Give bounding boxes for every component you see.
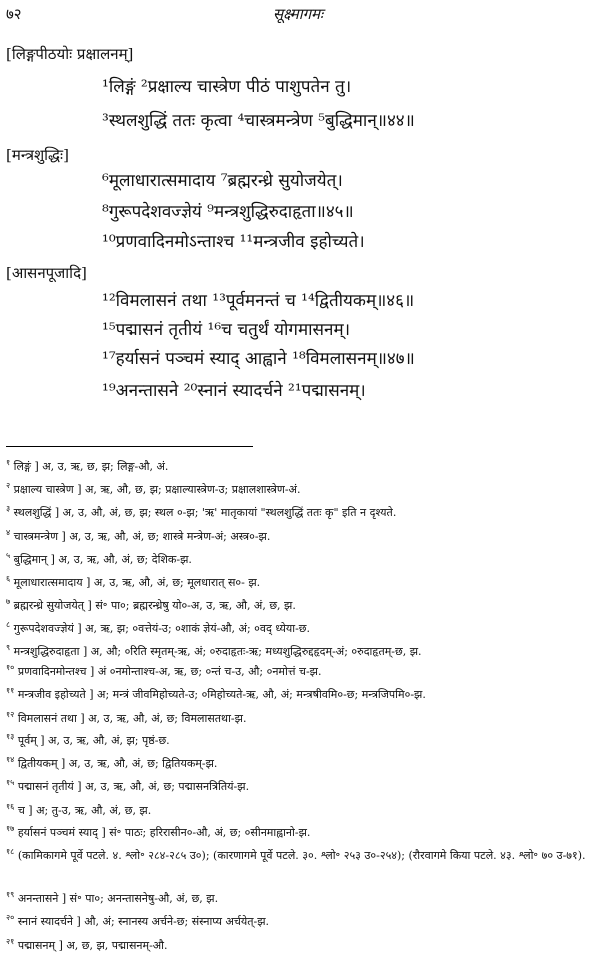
footnote [6,665,594,678]
footnote-mark: ५ [6,551,11,560]
verse-line: ¹⁷हर्यासनं पञ्चमं स्याद् आह्वाने ¹⁸विमलासनम्॥४७॥ [102,349,415,369]
footnote-text: प्रणवादिनमोन्तश्च ] अं ०नमोन्ताश्च-अ, ऋ, छ; ०न्तं च-उ, औ; ०नमोत्तं च-झ. [17,665,322,678]
footnote-mark: २१ [6,937,15,946]
footnote-text: चास्त्रमन्त्रेण ] अ, उ, ऋ, औ, अं, छ; शास्त्रे मन्त्रेण-अं; अस्त्र०-झ. [13,530,271,543]
footnote-text: द्वितीयकम् ] अ, उ, ऋ, औ, अं, छ; द्वितियकम्-झ. [17,757,218,770]
footnote-text: स्थलशुद्धिं ] अ, उ, औ, अं, छ, झ; स्थल ०-झ; 'ऋ' मातृकायां "स्थलशुद्धिं ततः कृ" इति न दृश्यते. [13,506,397,519]
footnote [6,757,594,770]
verse-line: ¹⁵पद्मासनं तृतीयं ¹⁶च चतुर्थं योगमासनम्। [102,320,351,340]
footnote-mark: ९ [6,643,11,652]
footnote-mark: १९ [6,890,15,899]
footnote-mark: १६ [6,802,15,811]
footnote-text: बुद्धिमान् ] अ, उ, ऋ, औ, अं, छ; देशिक-झ. [13,553,192,566]
footnote-mark: १२ [6,710,15,719]
verse-line: ¹⁹अनन्तासने ²⁰स्नानं स्यादर्चने ²¹पद्मासनम्। [102,381,366,401]
footnote [6,530,594,543]
footnote-text: पूर्वम् ] अ, उ, ऋ, औ, अं, झ; पृष्ठं-छ. [17,734,170,747]
footnote-text: मूलाधारात्समादाय ] अ, उ, ऋ, औ, अं, छ; मूलधारात् स०- झ. [13,576,261,589]
footnote-mark: ७ [6,597,11,606]
verse-line: ¹लिङ्गं ²प्रक्षाल्य चास्त्रेण पीठं पाशुपतेन तु। [102,77,352,97]
verse-line: ⁶मूलाधारात्समादाय ⁷ब्रह्मरन्ध्रे सुयोजयेत्। [102,171,343,191]
footnote-text: मन्त्रशुद्धिरुदाहृता ] अ, औ; ०रिति स्मृतम्-ऋ, अं; ०रुदाहृतः-ऋ; मध्यशुद्धिरुद्दहृदम्-अं; ०रुदाहृतम्-छ, झ. [13,645,422,658]
page-number: ७२ [6,5,22,23]
footnote-mark: १३ [6,732,15,741]
footnote-text: च ] अ; तु-उ, ऋ, औ, अं, छ, झ. [17,804,152,817]
footnote-mark: २० [6,913,15,922]
footnote-text: गुरूपदेशवज्ज्ञेयं ] अ, ऋ, झ; ०वत्तेयं-उ; ०शाकं ज्ञेयं-औ, अं; ०वद् ध्येया-छ. [13,622,310,635]
footnote [6,553,594,566]
footnote-text: अनन्तासने ] सं॰ पा०; अनन्तासनेषु-औ, अं, छ, झ. [17,892,219,905]
footnote [6,688,594,701]
footnote-mark: ६ [6,574,11,583]
footnote-mark: ४ [6,528,11,537]
footnote-mark: १८ [6,847,15,856]
footnote-mark: ११ [6,686,15,695]
footnote [6,599,594,612]
section-heading-asana-puja: [आसनपूजादि] [6,264,87,282]
footnote [6,506,594,519]
verse-line: ³स्थलशुद्धिं ततः कृत्वा ⁴चास्त्रमन्त्रेण ⁵बुद्धिमान्॥४४॥ [102,111,415,131]
footnote-text: विमलासनं तथा ] अ, उ, ऋ, औ, अं, छ; विमलासतथा-झ. [17,712,247,725]
footnote-text: पद्मासनं तृतीयं ] अ, उ, ऋ, औ, अं, छ; पद्मासनत्रितियं-झ. [17,780,250,793]
footnote-divider [6,446,253,447]
footnote [6,826,594,839]
footnote-text: (कामिकागमे पूर्वे पटले. ४. श्लो॰ २८४-२८५ उ०); (कारणागमे पूर्वे पटले. ३०. श्लो॰ २५३ उ०-२५४); (रौरवागमे किया पटले. ४३. श्लो॰ ७० उ-७१). [17,849,586,862]
footnote [6,892,594,905]
footnote-text: पद्मासनम् ] अ, छ, झ, पद्मासनम्-औ. [17,939,168,952]
footnote-mark: १५ [6,778,15,787]
footnote [6,483,594,496]
footnote-mark: ३ [6,504,11,513]
footnote [6,780,594,793]
verse-line: ⁸गुरूपदेशवज्ज्ञेयं ⁹मन्त्रशुद्धिरुदाहृता॥४५॥ [102,202,354,222]
footnote [6,849,594,862]
footnote-mark: १ [6,458,11,467]
section-heading-mantra-shuddhi: [मन्त्रशुद्धिः] [6,146,69,164]
footnote [6,804,594,817]
footnote-text: ब्रह्मरन्ध्रे सुयोजयेत् ] सं॰ पा०; ब्रह्मरन्ध्रेषु यो०-अ, उ, ऋ, औ, अं, छ, झ. [13,599,296,612]
footnote [6,460,594,473]
footnote-mark: १४ [6,755,15,764]
footnote-text: लिङ्गं ] अ, उ, ऋ, छ, झ; लिङ्ग-औ, अं. [13,460,169,473]
running-header [6,4,590,26]
footnote [6,734,594,747]
footnote-text: मन्त्रजीव इहोच्यते ] अ; मन्त्रं जीवमिहोच्यते-उ; ०मिहोच्यते-ऋ, औ, अं; मन्त्रषीवमि०-छ; मन्त्रजिपमि०-झ. [17,688,426,701]
page-title: सूक्ष्मागमः [272,5,324,23]
footnote-mark: १७ [6,824,15,833]
footnote-mark: १० [6,663,15,672]
footnote [6,576,594,589]
verse-line: ¹⁰प्रणवादिनमोऽन्ताश्च ¹¹मन्त्रजीव इहोच्यते। [102,232,365,252]
footnote [6,622,594,635]
footnote-text: हर्यासनं पञ्चमं स्याद् ] सं॰ पाठः; हरिरासीन०-औ, अं, छ; ०सीनमाह्वानो-झ. [17,826,311,839]
footnote-text: प्रक्षाल्य चास्त्रेण ] अ, ऋ, औ, छ, झ; प्रक्षाल्यास्त्रेण-उ; प्रक्षालशास्त्रेण-अं. [13,483,301,496]
footnote-mark: ८ [6,620,11,629]
footnote-text: स्नानं स्यादर्चने ] औ, अं; स्नानस्य अर्चने-छ; संस्नाप्य अर्चयेत्-झ. [17,915,270,928]
footnote [6,939,594,952]
verse-line: ¹²विमलासनं तथा ¹³पूर्वमनन्तं च ¹⁴द्वितीयकम्॥४६॥ [102,291,415,311]
footnote-mark: २ [6,481,11,490]
footnote [6,645,594,658]
footnote [6,712,594,725]
section-heading-linga-pitha: [लिङ्गपीठयोः प्रक्षालनम्] [6,45,134,63]
footnote [6,915,594,928]
